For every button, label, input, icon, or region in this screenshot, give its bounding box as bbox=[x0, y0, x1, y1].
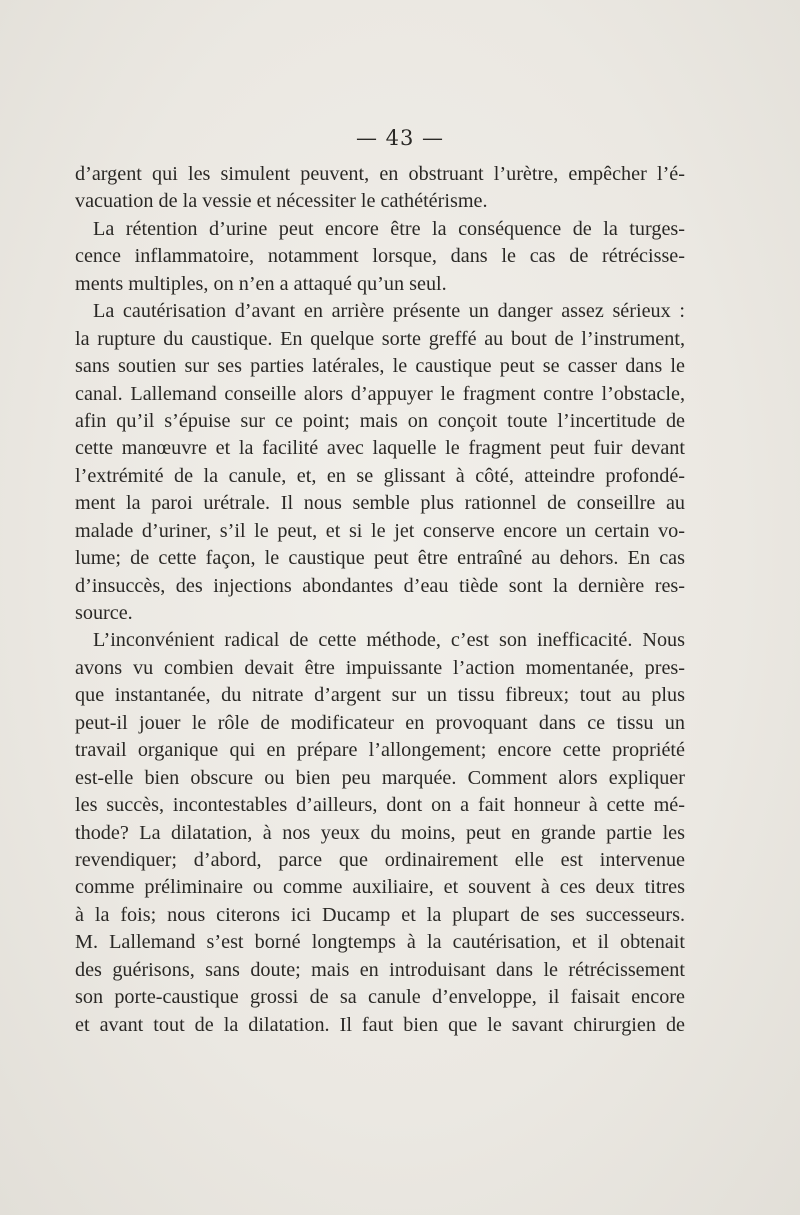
text-line: l’extrémité de la canule, et, en se glissant à côté, atteindre profondé- bbox=[75, 464, 685, 487]
text-line: travail organique qui en prépare l’allongement; encore cette propriété bbox=[75, 739, 685, 762]
text-line: malade d’uriner, s’il le peut, et si le jet conserve encore un certain vo- bbox=[75, 519, 685, 542]
text-line: est-elle bien obscure ou bien peu marquée. Comment alors expliquer bbox=[75, 766, 685, 789]
text-line: L’inconvénient radical de cette méthode, c’est son inefficacité. Nous bbox=[93, 629, 685, 652]
text-line: les succès, incontestables d’ailleurs, dont on a fait honneur à cette mé- bbox=[75, 794, 685, 817]
text-line: peut-il jouer le rôle de modificateur en provoquant dans ce tissu un bbox=[75, 711, 685, 734]
text-line: revendiquer; d’abord, parce que ordinairement elle est intervenue bbox=[75, 848, 685, 871]
text-line: M. Lallemand s’est borné longtemps à la cautérisation, et il obtenait bbox=[75, 931, 685, 954]
body-text bbox=[75, 161, 685, 1039]
text-line: lume; de cette façon, le caustique peut être entraîné au dehors. En cas bbox=[75, 547, 685, 570]
text-line: cette manœuvre et la facilité avec laquelle le fragment peut fuir devant bbox=[75, 437, 685, 460]
text-line: sans soutien sur ses parties latérales, le caustique peut se casser dans le bbox=[75, 355, 685, 378]
text-line: La rétention d’urine peut encore être la conséquence de la turges- bbox=[93, 217, 685, 240]
text-line: avons vu combien devait être impuissante l’action momentanée, pres- bbox=[75, 656, 685, 679]
text-line: d’insuccès, des injections abondantes d’eau tiède sont la dernière res- bbox=[75, 574, 685, 597]
text-line: ment la paroi urétrale. Il nous semble plus rationnel de conseillre au bbox=[75, 492, 685, 515]
text-line: à la fois; nous citerons ici Ducamp et la plupart de ses successeurs. bbox=[75, 903, 685, 926]
text-line: son porte-caustique grossi de sa canule d’enveloppe, il faisait encore bbox=[75, 986, 685, 1009]
text-line: source. bbox=[75, 602, 133, 624]
text-line: d’argent qui les simulent peuvent, en obstruant l’urètre, empêcher l’é- bbox=[75, 163, 685, 185]
text-line: des guérisons, sans doute; mais en introduisant dans le rétrécissement bbox=[75, 958, 685, 981]
text-line: canal. Lallemand conseille alors d’appuyer le fragment contre l’obstacle, bbox=[75, 382, 685, 405]
text-line: la rupture du caustique. En quelque sorte greffé au bout de l’instrument, bbox=[75, 327, 685, 350]
text-line: que instantanée, du nitrate d’argent sur un tissu fibreux; tout au plus bbox=[75, 684, 685, 707]
page-number: — 43 — bbox=[355, 126, 445, 150]
text-line: comme préliminaire ou comme auxiliaire, et souvent à ces deux titres bbox=[75, 876, 685, 899]
text-line: et avant tout de la dilatation. Il faut bien que le savant chirurgien de bbox=[75, 1013, 685, 1036]
text-line: cence inflammatoire, notamment lorsque, dans le cas de rétrécisse- bbox=[75, 245, 685, 268]
text-line: vacuation de la vessie et nécessiter le cathétérisme. bbox=[75, 190, 488, 213]
text-line: afin qu’il s’épuise sur ce point; mais on conçoit toute l’incertitude de bbox=[75, 409, 685, 432]
text-line: La cautérisation d’avant en arrière présente un danger assez sérieux : bbox=[93, 300, 685, 323]
text-line: thode? La dilatation, à nos yeux du moins, peut en grande partie les bbox=[75, 821, 685, 844]
text-line: ments multiples, on n’en a attaqué qu’un seul. bbox=[75, 272, 447, 295]
